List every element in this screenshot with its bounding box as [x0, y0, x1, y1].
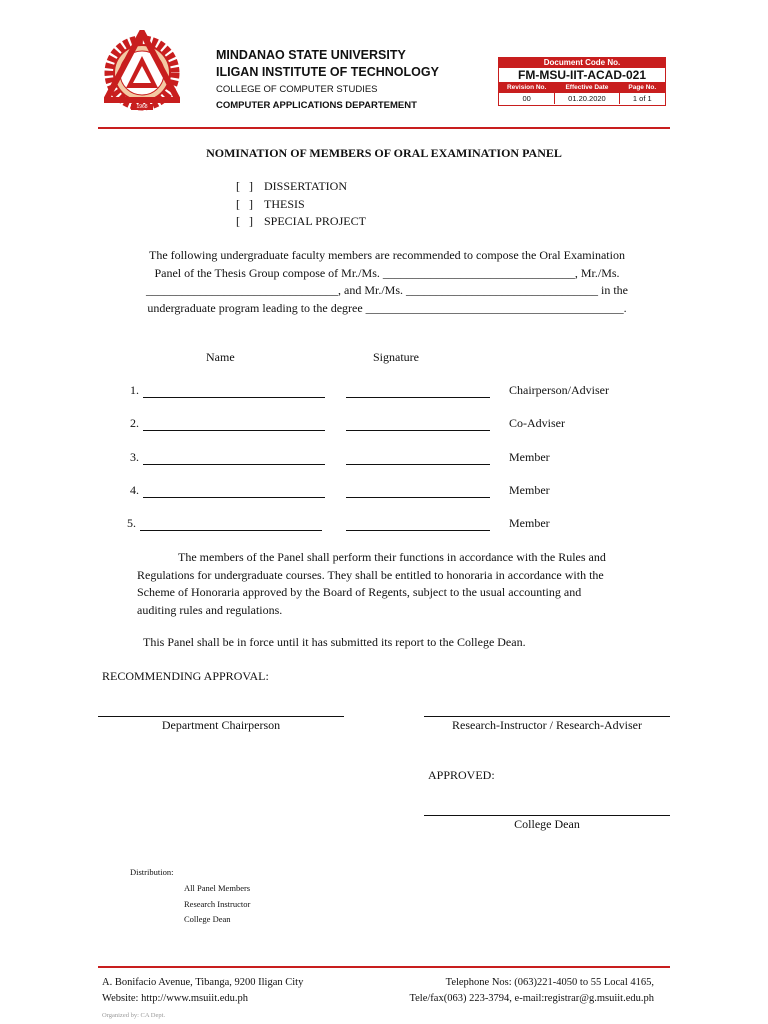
- intro-line: ________________________________, and Mr./Ms. ________________________________ in the: [146, 283, 628, 298]
- footer-address: A. Bonifacio Avenue, Tibanga, 9200 Iligan City: [102, 977, 304, 988]
- panel-row-number: 5.: [127, 516, 136, 530]
- effective-date-label: Effective Date: [554, 83, 618, 93]
- footer-telephone: Telephone Nos: (063)221-4050 to 55 Local 4165,: [445, 977, 654, 988]
- name-line[interactable]: [140, 530, 322, 531]
- panel-row-number: 3.: [130, 450, 139, 464]
- signature-line[interactable]: [346, 530, 490, 531]
- research-adviser-signature-line[interactable]: [424, 716, 670, 717]
- revision-label: Revision No.: [506, 84, 547, 91]
- panel-row-number: 1.: [130, 383, 139, 397]
- name-line[interactable]: [143, 497, 325, 498]
- form-title: NOMINATION OF MEMBERS OF ORAL EXAMINATION PANEL: [206, 146, 562, 160]
- option-label: THESIS: [264, 197, 305, 211]
- checkbox-bracket: [ ]: [236, 214, 253, 228]
- name-line[interactable]: [143, 464, 325, 465]
- distribution-item: Research Instructor: [184, 899, 251, 909]
- document-code: FM-MSU-IIT-ACAD-021: [499, 68, 665, 83]
- institution-logo: [104, 30, 180, 116]
- panel-role: Member: [509, 483, 550, 497]
- option-label: DISSERTATION: [264, 179, 347, 193]
- functions-line: The members of the Panel shall perform their functions in accordance with the Rules and: [178, 550, 606, 564]
- university-name: MINDANAO STATE UNIVERSITY: [216, 48, 406, 62]
- page-number-label: Page No.: [619, 83, 665, 93]
- option-thesis: [236, 197, 305, 212]
- signature-column-header: Signature: [373, 350, 419, 364]
- revision-value: 00: [522, 94, 531, 103]
- logo-year: 1968: [136, 104, 148, 110]
- department-chairperson-signature-line[interactable]: [98, 716, 344, 717]
- department-chairperson-label: Department Chairperson: [161, 718, 281, 732]
- panel-row-number: 2.: [130, 416, 139, 430]
- header-divider: [98, 127, 670, 129]
- option-dissertation: [236, 179, 347, 194]
- college-name: COLLEGE OF COMPUTER STUDIES: [216, 84, 378, 95]
- panel-role: Member: [509, 516, 550, 530]
- intro-line: The following undergraduate faculty members are recommended to compose the Oral Examination: [149, 248, 625, 262]
- name-line[interactable]: [143, 430, 325, 431]
- functions-line: Scheme of Honoraria approved by the Board of Regents, subject to the usual accounting and: [137, 585, 582, 600]
- checkbox-bracket: [ ]: [236, 197, 253, 211]
- recommending-approval-label: RECOMMENDING APPROVAL:: [102, 669, 269, 683]
- option-label: SPECIAL PROJECT: [264, 214, 366, 228]
- footer-organized-by: Organized by: CA Dept.: [102, 1012, 166, 1019]
- institute-name: ILIGAN INSTITUTE OF TECHNOLOGY: [216, 65, 439, 79]
- functions-line: Regulations for undergraduate courses. They shall be entitled to honoraria in accordance with the: [137, 567, 604, 582]
- signature-line[interactable]: [346, 430, 490, 431]
- name-column-header: Name: [206, 350, 235, 364]
- panel-role: Co-Adviser: [509, 416, 565, 430]
- distribution-item: All Panel Members: [184, 883, 251, 893]
- functions-paragraph: [137, 549, 637, 619]
- functions-line: auditing rules and regulations.: [137, 602, 283, 617]
- intro-line: undergraduate program leading to the degree ___________________________________________.: [147, 300, 627, 315]
- document-code-box: [498, 57, 666, 106]
- college-dean-signature-line[interactable]: [424, 815, 670, 816]
- signature-line[interactable]: [346, 397, 490, 398]
- panel-row-number: 4.: [130, 483, 139, 497]
- distribution-label: Distribution:: [130, 867, 174, 877]
- distribution-item: College Dean: [184, 914, 231, 924]
- page-number-value: 1 of 1: [619, 93, 665, 104]
- footer-website: Website: http://www.msuiit.edu.ph: [102, 993, 249, 1004]
- research-adviser-label: Research-Instructor / Research-Adviser: [452, 718, 642, 732]
- footer-divider: [98, 966, 670, 968]
- college-dean-label: College Dean: [514, 817, 580, 831]
- document-code-label: Document Code No.: [499, 58, 665, 68]
- approved-label: APPROVED:: [428, 768, 495, 782]
- option-special-project: [236, 214, 366, 229]
- effective-date-value: 01.20.2020: [554, 93, 618, 104]
- department-name: COMPUTER APPLICATIONS DEPARTEMENT: [216, 100, 417, 111]
- intro-paragraph: [132, 247, 642, 317]
- checkbox-bracket: [ ]: [236, 179, 253, 193]
- panel-role: Member: [509, 450, 550, 464]
- intro-line: Panel of the Thesis Group compose of Mr./Ms. ________________________________, Mr./Ms.: [154, 265, 620, 280]
- name-line[interactable]: [143, 397, 325, 398]
- footer-telefax: Tele/fax(063) 223-3794, e-mail:registrar@g.msuiit.edu.ph: [409, 993, 654, 1004]
- signature-line[interactable]: [346, 464, 490, 465]
- force-statement: This Panel shall be in force until it has submitted its report to the College Dean.: [143, 635, 526, 649]
- panel-role: Chairperson/Adviser: [509, 383, 609, 397]
- signature-line[interactable]: [346, 497, 490, 498]
